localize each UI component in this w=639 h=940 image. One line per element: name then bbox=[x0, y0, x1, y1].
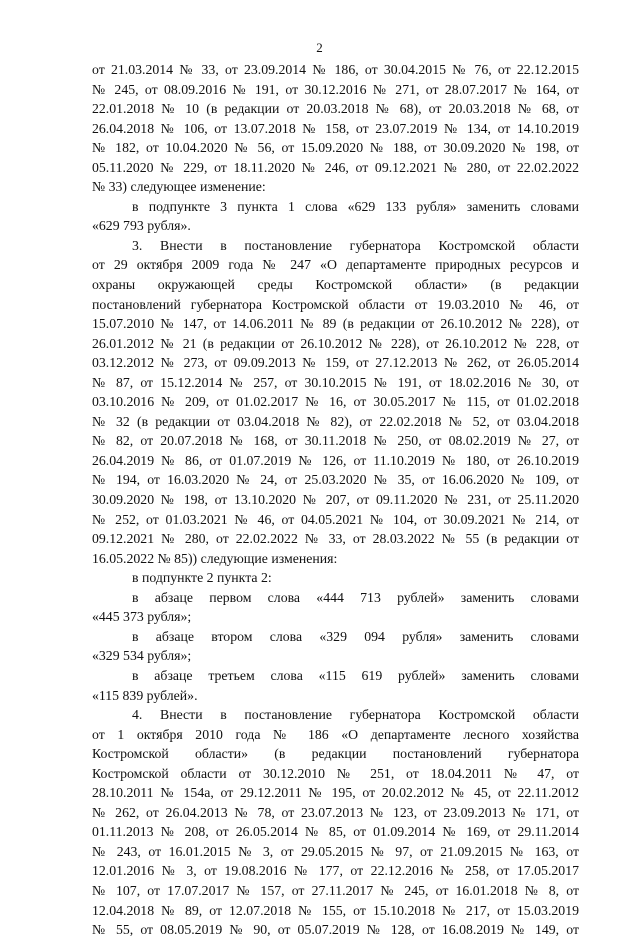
text-line: 22.01.2018 № 10 (в редакции от 20.03.2018 № 68), от 20.03.2018 № 68, от bbox=[92, 101, 579, 117]
document-body bbox=[92, 60, 579, 940]
text-line: 05.11.2020 № 229, от 18.11.2020 № 246, от 09.12.2021 № 280, от 22.02.2022 bbox=[92, 159, 579, 175]
text-line: 3. Внести в постановление губернатора Костромской области bbox=[132, 237, 579, 253]
text-line: 01.11.2013 № 208, от 26.05.2014 № 85, от 01.09.2014 № 169, от 29.11.2014 bbox=[92, 824, 579, 840]
text-line: в абзаце первом слова «444 713 рублей» заменить словами bbox=[132, 589, 579, 605]
text-line: № 262, от 26.04.2013 № 78, от 23.07.2013 № 123, от 23.09.2013 № 171, от bbox=[92, 804, 579, 820]
text-line: 03.12.2012 № 273, от 09.09.2013 № 159, от 27.12.2013 № 262, от 26.05.2014 bbox=[92, 355, 579, 371]
text-line: № 182, от 10.04.2020 № 56, от 15.09.2020 № 188, от 30.09.2020 № 198, от bbox=[92, 140, 579, 156]
text-line: № 243, от 16.01.2015 № 3, от 29.05.2015 № 97, от 21.09.2015 № 163, от bbox=[92, 843, 579, 859]
text-line: в подпункте 2 пункта 2: bbox=[132, 570, 272, 586]
text-line: «329 534 рубля»; bbox=[92, 648, 192, 664]
text-line: № 107, от 17.07.2017 № 157, от 27.11.2017 № 245, от 16.01.2018 № 8, от bbox=[92, 882, 579, 898]
text-line: 28.10.2011 № 154а, от 29.12.2011 № 195, от 20.02.2012 № 45, от 22.11.2012 bbox=[92, 785, 579, 801]
text-line: 26.04.2018 № 106, от 13.07.2018 № 158, от 23.07.2019 № 134, от 14.10.2019 bbox=[92, 120, 579, 136]
text-line: от 21.03.2014 № 33, от 23.09.2014 № 186, от 30.04.2015 № 76, от 22.12.2015 bbox=[92, 62, 579, 77]
text-line: 15.07.2010 № 147, от 14.06.2011 № 89 (в редакции от 26.10.2012 № 228), от bbox=[92, 316, 579, 332]
text-line: 03.10.2016 № 209, от 01.02.2017 № 16, от 30.05.2017 № 115, от 01.02.2018 bbox=[92, 394, 579, 410]
text-line: № 55, от 08.05.2019 № 90, от 05.07.2019 № 128, от 16.08.2019 № 149, от bbox=[92, 922, 579, 938]
text-line: в абзаце втором слова «329 094 рубля» заменить словами bbox=[132, 628, 579, 644]
text-line: «629 793 рубля». bbox=[92, 218, 191, 234]
text-line: охраны окружающей среды Костромской области» (в редакции bbox=[92, 277, 579, 293]
text-line: № 245, от 08.09.2016 № 191, от 30.12.2016 № 271, от 28.07.2017 № 164, от bbox=[92, 81, 579, 97]
text-line: 16.05.2022 № 85)) следующие изменения: bbox=[92, 550, 338, 566]
text-line: в подпункте 3 пункта 1 слова «629 133 рубля» заменить словами bbox=[132, 198, 579, 214]
text-line: 12.01.2016 № 3, от 19.08.2016 № 177, от 22.12.2016 № 258, от 17.05.2017 bbox=[92, 863, 579, 879]
text-line: 4. Внести в постановление губернатора Костромской области bbox=[132, 707, 579, 723]
text-line: 26.01.2012 № 21 (в редакции от 26.10.2012 № 228), от 26.10.2012 № 228, от bbox=[92, 335, 579, 351]
text-line: 26.04.2019 № 86, от 01.07.2019 № 126, от 11.10.2019 № 180, от 26.10.2019 bbox=[92, 452, 579, 468]
text-line: Костромской области» (в редакции постановлений губернатора bbox=[92, 746, 579, 762]
text-line: № 194, от 16.03.2020 № 24, от 25.03.2020 № 35, от 16.06.2020 № 109, от bbox=[92, 472, 579, 488]
text-line: в абзаце третьем слова «115 619 рублей» заменить словами bbox=[132, 667, 579, 683]
text-line: 30.09.2020 № 198, от 13.10.2020 № 207, от 09.11.2020 № 231, от 25.11.2020 bbox=[92, 492, 579, 508]
text-line: от 1 октября 2010 года № 186 «О департаменте лесного хозяйства bbox=[92, 726, 579, 742]
text-line: № 82, от 20.07.2018 № 168, от 30.11.2018 № 250, от 08.02.2019 № 27, от bbox=[92, 433, 579, 449]
text-line: 12.04.2018 № 89, от 12.07.2018 № 155, от 15.10.2018 № 217, от 15.03.2019 bbox=[92, 902, 579, 918]
text-line: № 252, от 01.03.2021 № 46, от 04.05.2021 № 104, от 30.09.2021 № 214, от bbox=[92, 511, 579, 527]
text-line: № 32 (в редакции от 03.04.2018 № 82), от 22.02.2018 № 52, от 03.04.2018 bbox=[92, 413, 579, 429]
text-line: 09.12.2021 № 280, от 22.02.2022 № 33, от 28.03.2022 № 55 (в редакции от bbox=[92, 531, 579, 547]
text-line: «115 839 рублей». bbox=[92, 687, 198, 703]
text-line: Костромской области от 30.12.2010 № 251, от 18.04.2011 № 47, от bbox=[92, 765, 579, 781]
text-line: от 29 октября 2009 года № 247 «О департаменте природных ресурсов и bbox=[92, 257, 579, 273]
text-line: № 87, от 15.12.2014 № 257, от 30.10.2015 № 191, от 18.02.2016 № 30, от bbox=[92, 374, 579, 390]
page-number: 2 bbox=[316, 40, 323, 55]
text-line: «445 373 рубля»; bbox=[92, 609, 192, 625]
text-line: № 33) следующее изменение: bbox=[92, 179, 266, 195]
text-line: постановлений губернатора Костромской области от 19.03.2010 № 46, от bbox=[92, 296, 579, 312]
